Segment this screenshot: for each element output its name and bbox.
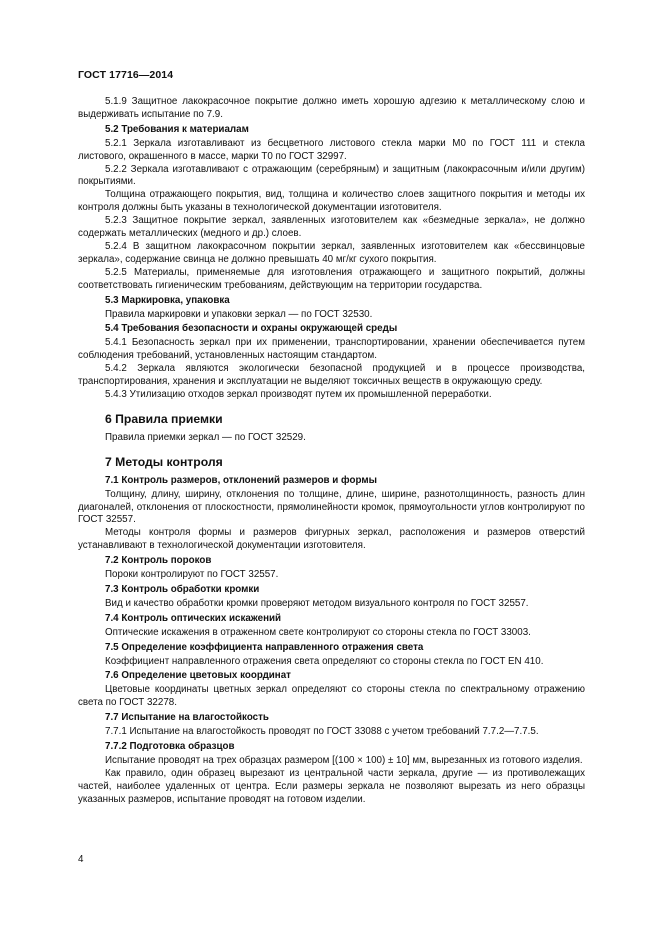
subsection-heading: 5.2 Требования к материалам [105, 123, 249, 135]
paragraph: 5.2.5 Материалы, применяемые для изготовления отражающего и защитного покрытий, должны соответствовать гигиеническим требованиям, действующим на территории государства. [78, 266, 585, 291]
paragraph: 5.4.3 Утилизацию отходов зеркал производят путем их промышленной переработки. [105, 388, 492, 400]
paragraph: 5.4.2 Зеркала являются экологически безопасной продукцией и в процессе производства, транспортирования, хранения и эксплуатации не выделяют токсичных веществ в окружающую среду. [78, 363, 585, 388]
subsection-heading: 7.4 Контроль оптических искажений [105, 612, 282, 624]
paragraph: 5.2.4 В защитном лакокрасочном покрытии зеркал, заявленных изготовителем как «бессвинцовые зеркала», содержание свинца не должно превышать 40 мг/кг сухого покрытия. [78, 240, 585, 265]
paragraph: Как правило, один образец вырезают из центральной части зеркала, другие — из противолежащих частей, наиболее удаленных от центра. Если размеры зеркала не позволяют вырезать из него образцы указанных размеров, испытание проводят на готовом изделии. [78, 767, 585, 805]
paragraph: 5.2.1 Зеркала изготавливают из бесцветного листового стекла марки М0 по ГОСТ 111 и стекла листового, окрашенного в массе, марки Т0 по ГОСТ 32997. [78, 137, 585, 162]
document-body [78, 96, 585, 807]
paragraph: Оптические искажения в отраженном свете контролируют со стороны стекла по ГОСТ 33003. [105, 626, 531, 638]
document-header: ГОСТ 17716—2014 [78, 69, 174, 81]
subsection-heading: 7.5 Определение коэффициента направленного отражения света [105, 641, 424, 653]
paragraph: Методы контроля формы и размеров фигурных зеркал, расположения и размеров отверстий устанавливают в технологической документации изготовителя. [78, 527, 585, 552]
paragraph: Цветовые координаты цветных зеркал определяют со стороны стекла по спектральному отражению света по ГОСТ 32278. [78, 684, 585, 709]
paragraph: Вид и качество обработки кромки проверяют методом визуального контроля по ГОСТ 32557. [105, 597, 529, 609]
paragraph: Испытание проводят на трех образцах размером [(100 × 100) ± 10] мм, вырезанных из готового изделия. [105, 754, 583, 766]
paragraph: 5.1.9 Защитное лакокрасочное покрытие должно иметь хорошую адгезию к металлическому слою и выдерживать испытание по 7.9. [78, 96, 585, 120]
page-number: 4 [78, 854, 84, 865]
paragraph: 5.2.2 Зеркала изготавливают с отражающим (серебряным) и защитным (лакокрасочным и/или другим) покрытиями. [78, 163, 585, 188]
paragraph: 5.4.1 Безопасность зеркал при их применении, транспортировании, хранении обеспечивается путем соблюдения требований, установленных настоящим стандартом. [78, 337, 585, 362]
section-heading: 7 Методы контроля [105, 454, 223, 469]
paragraph: 5.2.3 Защитное покрытие зеркал, заявленных изготовителем как «безмедные зеркала», не должно содержать металлических (медного и др.) слоев. [78, 215, 585, 240]
paragraph: Коэффициент направленного отражения света определяют со стороны стекла по ГОСТ EN 410. [105, 655, 544, 667]
paragraph: Правила приемки зеркал — по ГОСТ 32529. [105, 431, 306, 443]
subsection-heading: 7.7 Испытание на влагостойкость [105, 712, 269, 724]
paragraph: Толщину, длину, ширину, отклонения по толщине, длине, ширине, разнотолщинность, разность длин диагоналей, отклонения от плоскостности, прямолинейности кромок, прямоугольности углов контролируют по ГОСТ 32557. [78, 488, 585, 526]
paragraph: Правила маркировки и упаковки зеркал — по ГОСТ 32530. [105, 308, 373, 320]
subsection-heading: 7.3 Контроль обработки кромки [105, 584, 260, 595]
subsection-heading: 7.1 Контроль размеров, отклонений размеров и формы [105, 474, 377, 486]
subsection-heading: 5.3 Маркировка, упаковка [105, 294, 230, 306]
subsection-heading: 7.7.2 Подготовка образцов [105, 740, 235, 752]
subsection-heading: 5.4 Требования безопасности и охраны окружающей среды [105, 323, 398, 335]
subsection-heading: 7.6 Определение цветовых координат [105, 670, 291, 682]
paragraph: 7.7.1 Испытание на влагостойкость проводят по ГОСТ 33088 с учетом требований 7.7.2—7.7.5. [105, 726, 539, 738]
paragraph: Пороки контролируют по ГОСТ 32557. [105, 569, 279, 581]
subsection-heading: 7.2 Контроль пороков [105, 555, 212, 567]
section-heading: 6 Правила приемки [105, 411, 223, 426]
paragraph: Толщина отражающего покрытия, вид, толщина и количество слоев защитного покрытия и методы их контроля должны быть указаны в технологической документации изготовителя. [78, 189, 585, 214]
